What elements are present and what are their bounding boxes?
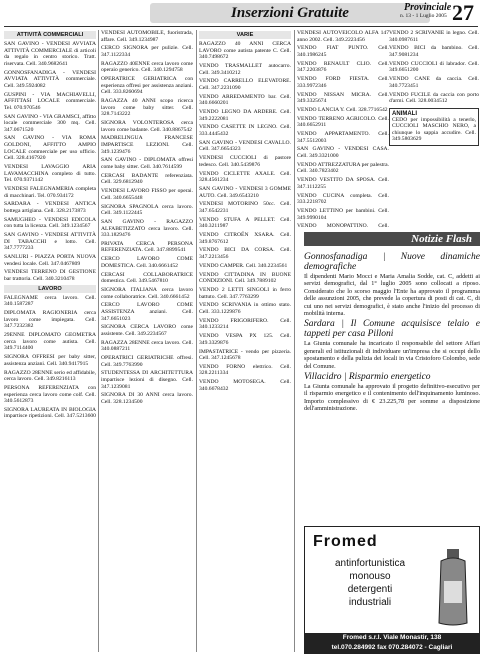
classified-ad: VENDO NISSAN MICRA. Cell. 349.3325674 [297, 91, 389, 105]
classified-ad: VENDO SCRIVANIA in ottimo stato. Cell. 333.1229876 [199, 302, 291, 315]
classified-ad: VENDO BICI da bambino. Cell. 347.9081234 [389, 45, 479, 58]
classified-ad: CERCASI COLLABORATRICE domestica. Cell. 349.5467810 [101, 271, 193, 285]
header-rule [4, 26, 478, 27]
classified-ad: VENDO 2 SCRIVANIE in legno. Cell. 340.0987611 [389, 30, 479, 43]
classified-ad: VENDO APPARTAMENTO. Cell. 347.5512003 [297, 131, 389, 144]
classified-ad: SAN GAVINO - VIA GRAMSCI, affitto locale commerciale 300 mq. Cell. 347.0671520 [4, 113, 96, 133]
classified-ad: VENDO CUCCIOLI di labrador. Cell. 349.6651200 [389, 60, 479, 74]
ad-phones: tel.070.284992 fax 070.284072 - Cagliari [331, 644, 453, 651]
classified-ad: VENDO CASETTE IN LEGNO. Cell. 333.4445432 [199, 124, 291, 138]
classified-ad: VENDO LEGNO DA ARDERE. Cell. 349.2222081 [199, 109, 291, 122]
classified-ad: SIGNORA SPAGNOLA cerca lavoro. Cell. 349.1122445 [101, 203, 193, 217]
classified-ad: OPERATRICI GERIATRICHE offresi. Cell. 349.7763990 [101, 355, 193, 368]
news-title: Sardara | Il Comune acquisisce telaio e tappeti per casa Pilloni [304, 319, 480, 340]
column-2 [101, 30, 193, 652]
classified-ad: VENDESI AUTOVEICOLO ALFA 147 anno 2002. Cell. 349.2223456 [297, 30, 389, 43]
classified-ad: VENDO CITTADINA IN BUONE CONDIZIONI. Cell. 349.7889102 [199, 271, 291, 285]
classified-ad: VENDESI LAVORO FISSO per operai. Cell. 340.6655448 [101, 188, 193, 201]
classified-ad: PRIVATA CERCA PERSONA REFERENZIATA. Cell. 347.8899541 [101, 240, 193, 254]
news-title: Villacidro | Risparmio energetico [304, 372, 431, 383]
classified-ad: RAGAZZO 40 ANNI CERCA LAVORO come autista patente C. Cell. 340.7498672 [199, 41, 291, 61]
classified-ad: CERCO SIGNORA per pulizie. Cell. 347.1122334 [101, 45, 193, 58]
classified-ad: VENDO TRASMALLET autocarro. Cell. 349.3410212 [199, 62, 291, 76]
classified-ad: SAN GAVINO - VENDESI CASA. Cell. 349.3321000 [297, 146, 389, 159]
page-header [0, 0, 482, 34]
news-body: Il dipendenti Mario Mocci e Maria Amalia Sodde, cat. C, addetti ai servizi demografici, dal 1° luglio 2005 sono collocati a riposo. Considerato che lo scorso maggio l'Ente ha approvato il programma delle assunzioni 2005, che prevede la copertura di posti di cat. C, di cui uno nei servizi demografici, è stato anche l'inizio del processo di mobilità interna. [304, 273, 480, 318]
classified-ad: VENDESI AUTOMOBILE, fuoristrada, affare. Cell. 349.1234987 [101, 30, 193, 43]
classified-ad: VENDO FORNO elettrico. Cell. 328.2211334 [199, 363, 291, 377]
classified-ad: VENDO CANE da caccia. Cell. 340.7723451 [389, 76, 479, 89]
classified-ad: VENDO 2 LETTI SINGOLI in ferro battuto. Cell. 347.7763299 [199, 287, 291, 300]
animals-box [389, 108, 479, 146]
classified-ad: MADRELINGUA FRANCESE IMPARTISCE LEZIONI. Cell. 349.1239476 [101, 135, 193, 155]
classified-ad: PERSONA REFERENZIATA con esperienza cerca lavoro come colf. Cell. 340.5612873 [4, 384, 96, 405]
classified-ad: VENDO CICLETTE AXALE. Cell. 328.4561234 [199, 170, 291, 184]
classified-ad: VENDO STUFA A PELLET. Cell. 340.3211987 [199, 216, 291, 230]
classified-ad: SIGNORA LAUREATA IN BIOLOGIA impartisce ripetizioni. Cell. 347.5213600 [4, 406, 96, 420]
classified-ad: DIPLOMATA RAGIONERIA cerca lavoro come impiegata. Cell. 347.7232382 [4, 310, 96, 330]
column-divider [196, 30, 197, 652]
classified-ad: SIGNORA DI 30 ANNI cerca lavoro. Cell. 328.1234500 [101, 392, 193, 406]
detergent-bottle-icon [433, 547, 473, 627]
ad-line: monouso [349, 571, 391, 582]
classified-ad: VENDO CAMPER. Cell. 340.2234561 [199, 262, 288, 269]
classified-ad: VENDO FORD FIESTA. Cell. 333.9972346 [297, 76, 389, 89]
classified-ad: SAN GAVINO - RAGAZZO ALFABETIZZATO cerca lavoro. Cell. 333.1829476 [101, 218, 193, 239]
classified-ad: VENDO VESPA PX 125. Cell. 349.3329876 [199, 333, 291, 346]
ad-list [101, 30, 193, 406]
news-item [304, 372, 480, 413]
classified-ad: CERCASI BADANTE referenziata. Cell. 329.6812940 [101, 172, 193, 186]
classified-ad: GUSPINI - VIA MACHIAVELLI, AFFITTASI LOCALE commerciale. Tel. 070.970546 [4, 91, 96, 111]
column-4 [297, 30, 389, 228]
classified-ad: SAN GAVINO - VENDESI CAVALLO. Cell. 347.6654323 [199, 139, 291, 153]
section-heading: ATTIVITÀ COMMERCIALI [4, 31, 96, 39]
newspaper-logo: Provinciale [404, 2, 452, 13]
classified-ad: STUDENTESSA DI ARCHITETTURA impartisce lezioni di disegno. Cell. 347.1239081 [101, 370, 193, 390]
issue-date: n. 13 - 1 Luglio 2005 [400, 13, 447, 19]
ad-list [4, 41, 96, 283]
classified-ad: CERCO LAVORO COME DOMESTICA. Cell. 340.6661452 [101, 256, 193, 269]
classified-ad: SAMUGHEO - VENDESI EDICOLA con tutta la licenza. Cell. 349.1234567 [4, 216, 96, 230]
classified-ad: GONNOSFANADIGA - VENDESI AVVIATA ATTIVITÀ commerciale. Cell. 349.5924082 [4, 69, 96, 89]
page-title: Inserzioni Gratuite [150, 3, 430, 23]
classified-ad: VENDO FIAT PUNTO. Cell. 340.1986245 [297, 45, 389, 58]
classified-ad: VENDO ATTREZZATURA per palestra. Cell. 340.7823402 [297, 161, 389, 175]
classified-ad: VENDESI CUCCIOLI di pastore tedesco. Cell. 340.5439876 [199, 155, 291, 168]
classified-ad: VENDO LETTINO per bambini. Cell. 349.9990104 [297, 207, 389, 221]
ad-slogan [315, 557, 425, 609]
classified-ad: VENDESI LAVAGGIO ARIA LAVAMACCHINA completo di tutto. Tel. 070.9371142 [4, 164, 96, 184]
classified-ad: VENDO CUCINA completa. Cell. 333.2218702 [297, 192, 389, 206]
section-heading: VARIE [199, 31, 291, 39]
news-body: La Giunta comunale ha incaricato il responsabile del settore Affari generali ed istituzionali di individuare un'impresa che si occupi dello spostamento e della pulizia dei locali in via Cristoforo Colombo, sede del Comune. [304, 340, 480, 370]
page-number: 27 [452, 0, 474, 25]
classified-ad: VENDESI TERRENO DI GESTIONE bar trattoria. Cell. 340.3210478 [4, 269, 96, 283]
ad-list [4, 295, 96, 420]
classified-ad: SANLURI - PIAZZA PORTA NUOVA vendesi locale. Cell. 347.0467809 [4, 254, 96, 267]
ad-list [297, 30, 389, 228]
classified-ad: OPERATRICE GERIATRICA con esperienza offresi per assistenza anziani. Cell. 333.8260694 [101, 76, 193, 96]
classified-ad: RAGAZZA 40 ANNI scopo ricerca lavoro come baby sitter. Cell. 328.7143222 [101, 98, 193, 118]
classified-ad: VENDO ARREDAMENTO bar. Cell. 340.6660201 [199, 93, 291, 107]
classified-ad: SIGNORA ITALIANA cerca lavoro come collaboratrice. Cell. 340.6661452 [101, 287, 193, 300]
animals-text: CEDO per impossibilità a tenerlo, CUCCIOLI MASCHIO NERO, a chiunque lo sappia accudire. Cell. 349.5803629 [392, 116, 476, 143]
news-section [304, 250, 480, 522]
column-divider [98, 30, 99, 652]
classified-ad: FALEGNAME cerca lavoro. Cell. 340.1587287 [4, 294, 96, 308]
classified-ad: VENDO FUCILE da caccia con porto d'armi. Cell. 328.0034512 [389, 91, 479, 105]
classified-ad: VENDO MONOPATTINO. Cell. [297, 223, 389, 228]
classified-ad: RAGAZZO 40ENNE cerca lavoro come operaio generico. Cell. 340.1294758 [101, 60, 193, 74]
classified-ad: VENDO CITROËN XSARA. Cell. 349.8767612 [199, 232, 291, 245]
column-3 [199, 30, 291, 652]
classified-ad: VENDESI MOTORINO 50cc. Cell. 347.6542231 [199, 201, 291, 214]
classified-ad: VENDO RENAULT CLIO. Cell. 347.2203876 [297, 60, 389, 74]
ad-brand-logo: Fromed [313, 533, 378, 550]
classified-ad: SAN GAVINO - VIA ROMA GOLDONI, AFFITTO AMPIO LOCALE commerciale per uso ufficio. Cell. 328.4167920 [4, 135, 96, 162]
classified-ad: SIGNORA VOLONTEROSA cerca lavoro come badante. Cell. 340.8867542 [101, 120, 193, 133]
classified-ad: VENDO VESTITO DA SPOSA. Cell. 347.1112255 [297, 177, 389, 190]
column-right [389, 30, 479, 228]
classified-ad: SIGNORA OFFRESI per baby sitter, assistenza anziani. Cell. 340.9417915 [4, 354, 96, 367]
advertisement[interactable] [304, 526, 480, 654]
animals-label: ANIMALI [392, 110, 417, 117]
classified-ad: VENDO MOTOSEGA. Cell. 340.6678432 [199, 379, 291, 392]
column-1 [4, 30, 96, 652]
classified-ad: SIGNORA CERCA LAVORO come assistente. Cell. 349.2234567 [101, 324, 193, 337]
news-title: Gonnosfanadiga | Nuove dinamiche demografiche [304, 252, 480, 272]
news-body: La Giunta comunale ha approvato il progetto definitivo-esecutivo per il risparmio energetico e il contenimento dell'inquinamento luminoso. Importo complessivo di € 23.225,78 per somme a disposizione dell'amministrazione. [304, 383, 480, 413]
ad-line: industriali [348, 597, 392, 608]
classified-ad: VENDO TERRENO AGRICOLO. Cell. 340.6652911 [297, 115, 389, 129]
ad-address: Fromed s.r.l. Viale Monastir, 138 [342, 634, 442, 641]
ad-list [389, 30, 479, 105]
classified-ad: VENDO FRIGORIFERO. Cell. 340.1233214 [199, 317, 291, 331]
classified-ad: VENDO LANCIA Y. Cell. 328.7716542 [297, 106, 388, 113]
classified-ad: RAGAZZO 28ENNE serio ed affidabile, cerca lavoro. Cell. 349.8216113 [4, 369, 96, 383]
classified-ad: CERCO LAVORO COME ASSISTENZA anziani. Cell. 347.6651023 [101, 302, 193, 322]
classified-ad: SAN GAVINO - VENDESI ATTIVITÀ DI TABACCHI e lotto. Cell. 347.7777233 [4, 232, 96, 252]
ad-line: detergenti [347, 584, 393, 595]
news-item [304, 252, 480, 317]
classified-ad: SAN GAVINO - DIPLOMATA offresi come baby sitter. Cell. 340.7614599 [101, 157, 193, 170]
classified-ad: SARDARA - VENDESI ANTICA bottega artigiana. Cell. 328.2173873 [4, 201, 96, 214]
classified-ad: RAGAZZA 28ENNE cerca lavoro. Cell. 340.0887211 [101, 339, 193, 353]
classified-ad: SAN GAVINO - VENDESI 3 GOMME AUTO. Cell. 349.6543210 [199, 185, 291, 199]
classified-ad: 29ENNE DIPLOMATO GEOMETRA cerca lavoro come autista. Cell. 349.7114400 [4, 332, 96, 352]
ad-line: antinfortunistica [334, 558, 406, 569]
section-heading: LAVORO [4, 285, 96, 293]
classified-ad: SAN GAVINO - VENDESI AVVIATA ATTIVITÀ COMMERCIALE di articoli da regalo in centro storico. Tratt. riservata. Cell. 340.9682641 [4, 41, 96, 67]
classified-ad: VENDESI FALEGNAMERIA completa di macchinari. Tel. 070.934172 [4, 186, 96, 199]
news-flash-label: Notizie Flash [411, 233, 472, 245]
news-flash-banner [304, 232, 480, 246]
news-item [304, 319, 480, 370]
column-divider [294, 30, 295, 652]
classified-ad: VENDO BICI DA CORSA. Cell. 347.2213456 [199, 247, 291, 261]
classified-ad: IMPASTATRICE - vendo per pizzeria. Cell. 347.1245678 [199, 348, 291, 362]
classified-ad: VENDO CARRELLO ELEVATORE. Cell. 347.2231090 [199, 78, 291, 91]
ad-list [199, 41, 291, 392]
ad-footer [305, 633, 479, 653]
